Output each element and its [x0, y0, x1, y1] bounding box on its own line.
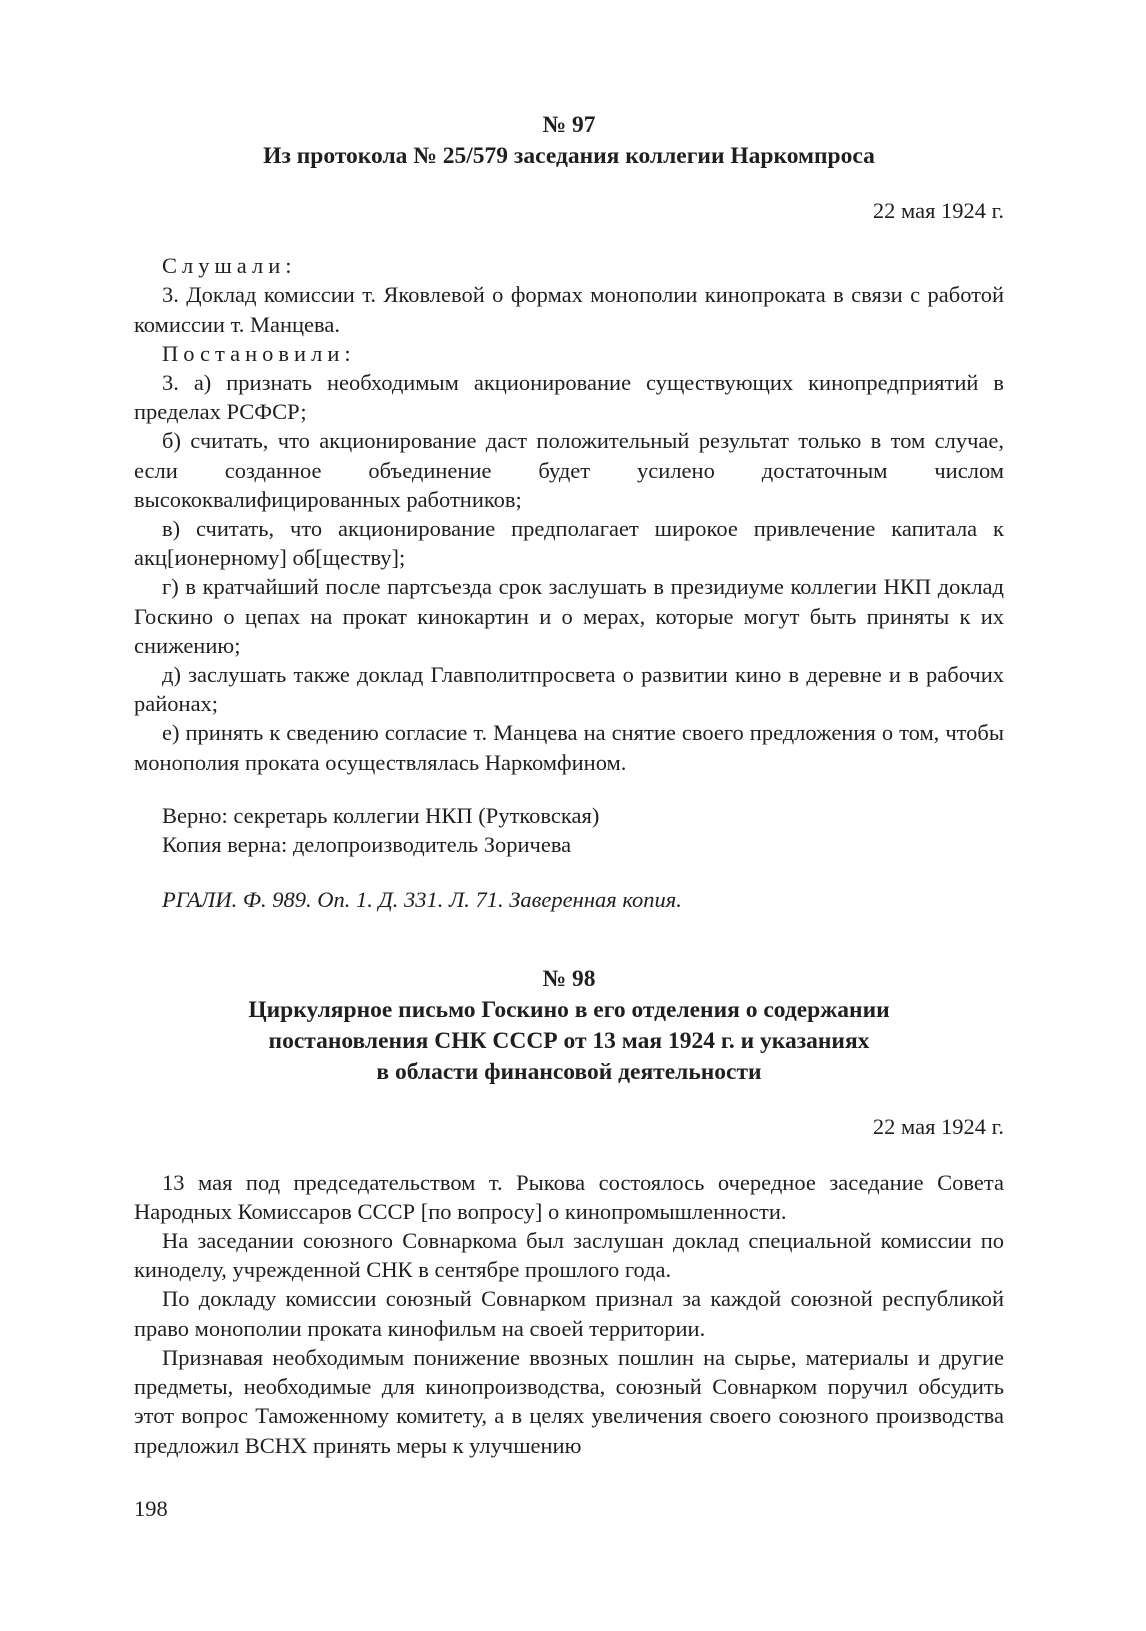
- doc97-certification: [134, 801, 1004, 859]
- doc98-paragraph: Признавая необходимым понижение ввозных пошлин на сырье, материалы и другие предметы, необходимые для кинопроизводства, союзный Совнарком поручил обсудить этот вопрос Таможенному комитету, а в целях увеличения своего союзного производства предложил ВСНХ принять меры к улучшению: [134, 1344, 1004, 1458]
- doc97-number: № 97: [542, 112, 596, 138]
- resolved-item: д) заслушать также доклад Главполитпросвета о развитии кино в деревне и в рабочих районах;: [134, 662, 1004, 717]
- doc98-title-line: Циркулярное письмо Госкино в его отделения о содержании: [248, 997, 890, 1024]
- certified-clerk: Копия верна: делопроизводитель Зоричева: [162, 832, 572, 858]
- doc97-date: 22 мая 1924 г.: [872, 198, 1004, 223]
- resolved-item: 3. а) признать необходимым акционирование существующих кинопредприятий в пределах РСФСР;: [134, 370, 1004, 425]
- heard-item: 3. Доклад комиссии т. Яковлевой о формах монополии кинопроката в связи с работой комиссии т. Манцева.: [134, 282, 1004, 337]
- doc98-paragraph: 13 мая под председательством т. Рыкова состоялось очередное заседание Совета Народных Комиссаров СССР [по вопросу] о кинопромышленности.: [134, 1169, 1004, 1224]
- page-number: 198: [134, 1496, 168, 1521]
- doc97-body: [134, 251, 1004, 777]
- doc98-title-line: постановления СНК СССР от 13 мая 1924 г. и указаниях: [268, 1028, 870, 1055]
- resolved-item: б) считать, что акционирование даст положительный результат только в том случае, если созданное объединение будет усилено достаточным числом высококвалифицированных работников;: [134, 428, 1004, 512]
- doc98-paragraph: На заседании союзного Совнаркома был заслушан доклад специальной комиссии по киноделу, учрежденной СНК в сентябре прошлого года.: [134, 1228, 1004, 1283]
- doc98-title-line: в области финансовой деятельности: [376, 1059, 762, 1086]
- resolved-item: в) считать, что акционирование предполагает широкое привлечение капитала к акц[ионерному] об[ществу];: [134, 516, 1004, 571]
- certified-secretary: Верно: секретарь коллегии НКП (Рутковская): [162, 802, 600, 828]
- doc97-archive-source: РГАЛИ. Ф. 989. Оп. 1. Д. 331. Л. 71. Заверенная копия.: [162, 887, 682, 913]
- doc98-paragraph: По докладу комиссии союзный Совнарком признал за каждой союзной республикой право монополии проката кинофильм на своей территории.: [134, 1286, 1004, 1341]
- doc98-number: № 98: [542, 966, 596, 993]
- resolved-item: г) в кратчайший после партсъезда срок заслушать в президиуме коллегии НКП доклад Госкино о цепах на прокат кинокартин и о мерах, которые могут быть приняты к их снижению;: [134, 574, 1004, 658]
- resolved-item: е) принять к сведению согласие т. Манцева на снятие своего предложения о том, чтобы монополия проката осуществлялась Наркомфином.: [134, 720, 1004, 775]
- page-content: [134, 110, 1004, 1460]
- heard-label: Слушали:: [162, 253, 297, 279]
- doc98-body: [134, 1168, 1004, 1460]
- resolved-label: Постановили:: [162, 340, 356, 366]
- doc97-title: Из протокола № 25/579 заседания коллегии Наркомпроса: [263, 143, 875, 169]
- doc98-title: [134, 995, 1004, 1088]
- doc98-date: 22 мая 1924 г.: [872, 1114, 1004, 1140]
